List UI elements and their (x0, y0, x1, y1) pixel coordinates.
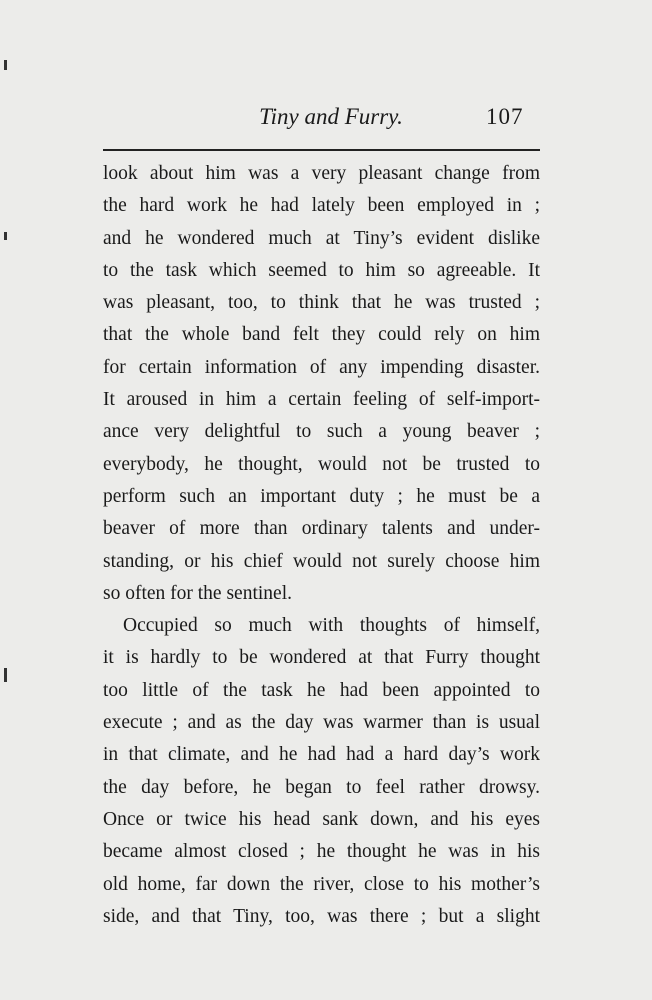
scan-mark (4, 60, 7, 70)
text-line: too little of the task he had been appointed to (103, 679, 540, 701)
scan-mark (4, 232, 7, 240)
page-number: 107 (486, 104, 524, 129)
text-line: for certain information of any impending disaster. (103, 356, 540, 378)
text-line: old home, far down the river, close to his mother’s (103, 873, 540, 895)
text-line: to the task which seemed to him so agreeable. It (103, 259, 540, 281)
text-line: standing, or his chief would not surely choose him (103, 550, 540, 572)
text-line: and he wondered much at Tiny’s evident dislike (103, 227, 540, 249)
text-line: so often for the sentinel. (103, 582, 292, 604)
scan-mark (4, 668, 7, 682)
text-line: was pleasant, too, to think that he was trusted ; (103, 292, 540, 314)
text-line: in that climate, and he had had a hard day’s work (103, 744, 540, 766)
text-line: became almost closed ; he thought he was in his (103, 841, 540, 863)
text-line: beaver of more than ordinary talents and under- (103, 518, 540, 540)
text-line: that the whole band felt they could rely on him (103, 324, 540, 346)
text-line: execute ; and as the day was warmer than is usual (103, 712, 540, 734)
text-line: side, and that Tiny, too, was there ; but a slight (103, 905, 540, 927)
running-header-title: Tiny and Furry. (259, 104, 403, 129)
body-text (103, 158, 540, 933)
header-rule (103, 149, 540, 151)
text-line: everybody, he thought, would not be trusted to (103, 453, 540, 475)
text-line: It aroused in him a certain feeling of self-import- (103, 389, 540, 411)
text-line: Once or twice his head sank down, and his eyes (103, 808, 540, 830)
text-line: perform such an important duty ; he must be a (103, 485, 540, 507)
text-line: ance very delightful to such a young beaver ; (103, 421, 540, 443)
text-line: look about him was a very pleasant change from (103, 163, 540, 184)
text-line: it is hardly to be wondered at that Furry thought (103, 647, 540, 669)
text-line: Occupied so much with thoughts of himself, (123, 615, 540, 637)
text-line: the day before, he began to feel rather drowsy. (103, 776, 540, 798)
text-line: the hard work he had lately been employed in ; (103, 195, 540, 217)
